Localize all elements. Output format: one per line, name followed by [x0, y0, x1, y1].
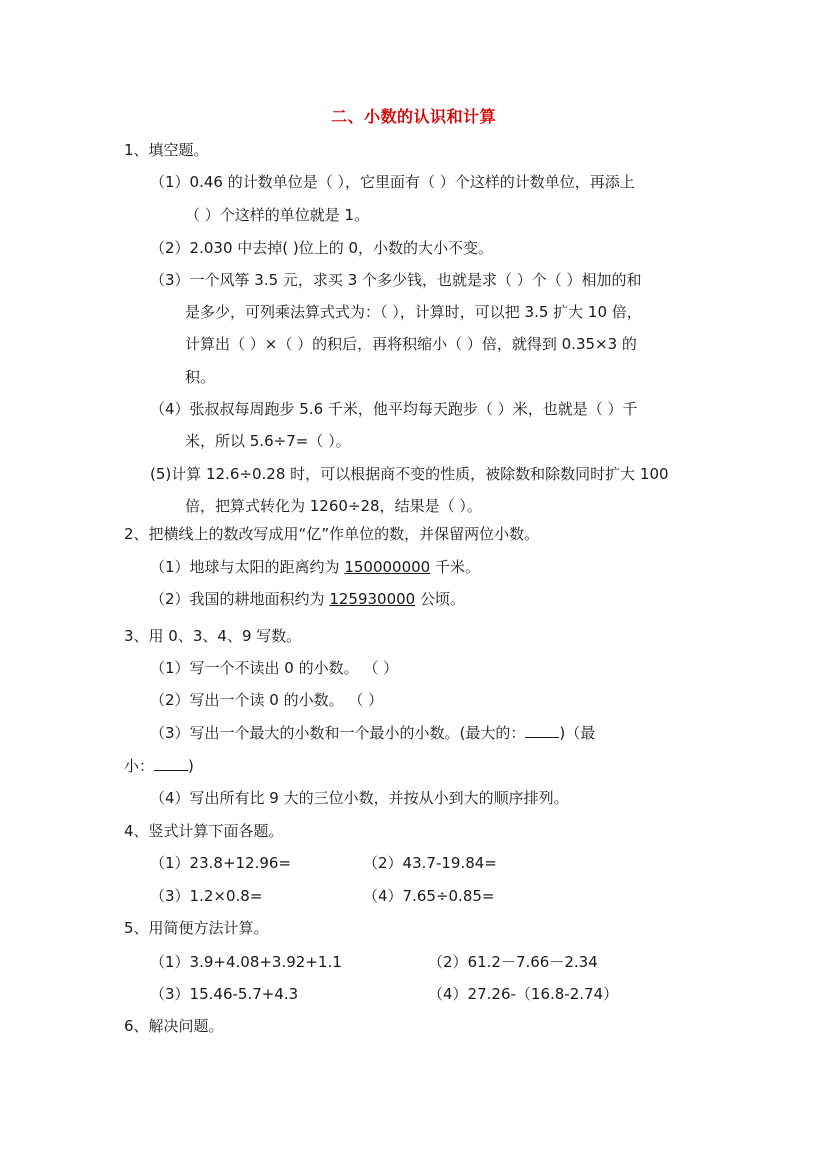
s2-q1-prefix: （1）地球与太阳的距离约为 — [150, 558, 345, 576]
s3-q3-line2 — [124, 756, 194, 776]
s1-q4-line1: （4）张叔叔每周跑步 5.6 千米，他平均每天跑步（ ）米，也就是（ ）千 — [150, 400, 638, 418]
answer-blank-min — [154, 756, 188, 771]
section-4-heading: 4、竖式计算下面各题。 — [124, 822, 284, 840]
s1-q3-line3: 计算出（ ）×（ ）的积后，再将积缩小（ ）倍，就得到 0.35×3 的 — [185, 335, 637, 353]
s1-q3-line4: 积。 — [185, 368, 216, 386]
s3-q1: （1）写一个不读出 0 的小数。 （ ） — [150, 659, 399, 677]
s3-q3-prefix: （3）写出一个最大的小数和一个最小的小数。(最大的： — [150, 724, 526, 742]
s2-q1 — [150, 557, 480, 577]
s2-q2-number: 125930000 — [329, 590, 416, 608]
s4-q4: （4）7.65÷0.85= — [363, 887, 495, 905]
answer-blank-max — [525, 723, 559, 738]
s1-q3-line1: （3）一个风筝 3.5 元，求买 3 个多少钱，也就是求（ ）个（ ）相加的和 — [150, 271, 642, 289]
s2-q1-suffix: 千米。 — [430, 558, 481, 576]
s2-q2 — [150, 589, 465, 609]
s3-q3b-suffix: ) — [188, 757, 194, 775]
section-2-heading: 2、把横线上的数改写成用“亿”作单位的数，并保留两位小数。 — [124, 525, 540, 543]
s2-q2-prefix: （2）我国的耕地面积约为 — [150, 590, 330, 608]
s2-q1-number: 150000000 — [344, 558, 431, 576]
s3-q3-line1 — [150, 723, 595, 743]
s3-q2: （2）写出一个读 0 的小数。 （ ） — [150, 691, 384, 709]
section-5-heading: 5、用简便方法计算。 — [124, 919, 269, 937]
s1-q4-line2: 米，所以 5.6÷7=（ ）。 — [185, 432, 351, 450]
s3-q3-suffix: )（最 — [559, 724, 596, 742]
s4-q3: （3）1.2×0.8= — [150, 887, 263, 905]
s3-q3b-prefix: 小： — [124, 757, 155, 775]
s1-q2: （2）2.030 中去掉( )位上的 0，小数的大小不变。 — [150, 239, 494, 257]
s1-q5-line2: 倍，把算式转化为 1260÷28，结果是（ ）。 — [185, 497, 482, 515]
s4-q2: （2）43.7-19.84= — [363, 854, 497, 872]
section-6-heading: 6、解决问题。 — [124, 1017, 224, 1035]
section-1-heading: 1、填空题。 — [124, 141, 209, 159]
s4-q1: （1）23.8+12.96= — [150, 854, 292, 872]
s1-q3-line2: 是多少，可列乘法算式式为：（ ），计算时，可以把 3.5 扩大 10 倍， — [185, 303, 642, 321]
s1-q1-line2: （ ）个这样的单位就是 1。 — [185, 206, 370, 224]
section-3-heading: 3、用 0、3、4、9 写数。 — [124, 627, 302, 645]
s5-q2: （2）61.2－7.66－2.34 — [428, 953, 598, 971]
s2-q2-suffix: 公顷。 — [415, 590, 466, 608]
s3-q4: （4）写出所有比 9 大的三位小数，并按从小到大的顺序排列。 — [150, 789, 569, 807]
s1-q5-line1: (5)计算 12.6÷0.28 时，可以根据商不变的性质，被除数和除数同时扩大 100 — [150, 465, 669, 483]
s5-q3: （3）15.46-5.7+4.3 — [150, 985, 299, 1003]
s5-q1: （1）3.9+4.08+3.92+1.1 — [150, 953, 342, 971]
page-title: 二、小数的认识和计算 — [330, 107, 496, 126]
s1-q1-line1: （1）0.46 的计数单位是（ ），它里面有（ ）个这样的计数单位，再添上 — [150, 173, 635, 191]
s5-q4: （4）27.26-（16.8-2.74） — [428, 985, 619, 1003]
